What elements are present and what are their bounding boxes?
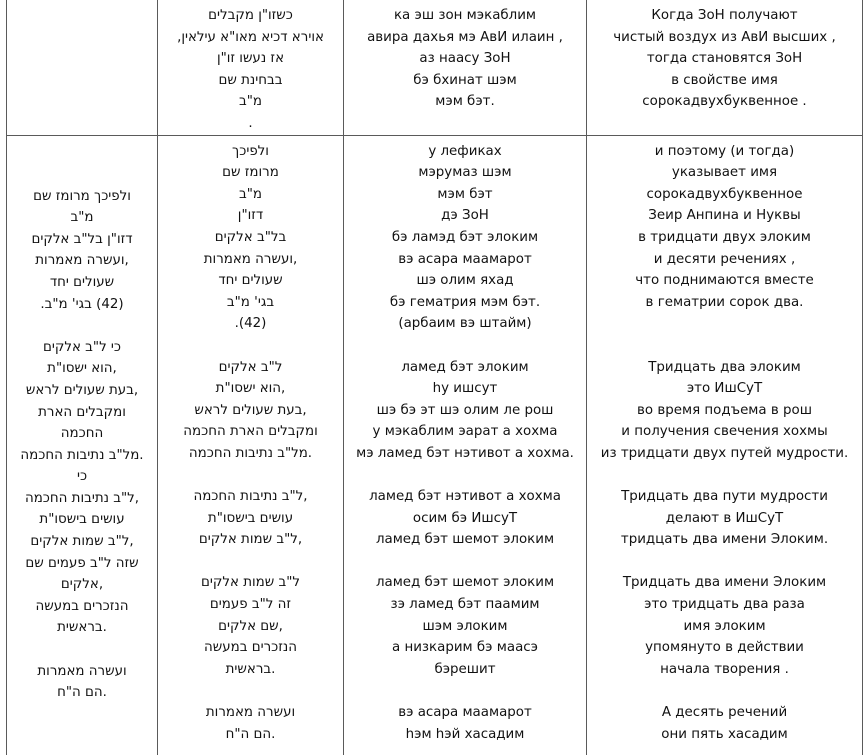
text-line (7, 639, 157, 661)
text-line (344, 335, 586, 357)
text-line: они пять хасадим (661, 726, 788, 742)
text-line: это тридцать два раза (644, 597, 805, 613)
text-line: у лефиках (428, 143, 502, 159)
text-line: и получения свечения хохмы (621, 424, 828, 440)
text-line: ,אלקים (60, 577, 104, 593)
text-line: ומקבלים הארת (38, 404, 126, 420)
text-line (587, 551, 862, 573)
text-line: ка эш зон мэкаблим (393, 8, 537, 23)
text-line: ל"ב שמות אלקים (201, 575, 300, 591)
text-line: ,ל"ב שמות אלקים (198, 532, 303, 548)
text-line (344, 680, 586, 702)
text-line: в свойстве имя (671, 72, 778, 88)
text-line: hэм hэй хасадим (405, 726, 525, 742)
text-line (587, 313, 862, 335)
text-line: כשזו"ן מקבלים (208, 8, 293, 23)
text-line: שעולים יחד (218, 273, 283, 289)
text-line: шэ бэ эт шэ олим ле рош (376, 402, 554, 418)
text-line (158, 335, 343, 357)
russian-translation-cell (587, 0, 863, 135)
text-line: авира дахья мэ АвИ илаин , (367, 29, 563, 45)
text-line: ל"ב אלקים (218, 359, 283, 375)
table-row (7, 135, 863, 755)
text-line: Тридцать два элоким (648, 359, 801, 375)
text-line: דזו"ן (237, 208, 264, 224)
text-line: זה ל"ב פעמים (209, 597, 292, 613)
text-line: вэ асара маамарот (398, 705, 532, 720)
hebrew-commentary-cell (7, 135, 158, 755)
text-line: А десять речений (661, 705, 788, 720)
text-line: ,בעת שעולים לראש (25, 382, 139, 398)
hebrew-source-cell (158, 0, 344, 135)
text-line: ולפיכך (232, 143, 269, 159)
text-line: сорокадвухбуквенное (646, 186, 803, 202)
text-line (158, 680, 343, 702)
text-line: בבחינת שם (218, 72, 283, 88)
text-line: ועשרה מאמרות (37, 663, 127, 679)
text-line: ,ועשרה מאמרות (203, 251, 298, 267)
text-line: בגי' מ"ב (226, 294, 275, 310)
text-line: .הם ה"ח (57, 685, 107, 701)
text-line: ,ועשרה מאמרות (35, 253, 129, 269)
text-line: ламед бэт нэтивот а хохма (369, 489, 561, 505)
text-line: Зеир Анпина и Нуквы (648, 208, 801, 224)
text-line: ,שם אלקים (218, 618, 283, 634)
text-line: הנזכרים במעשה (35, 598, 129, 614)
hebrew-commentary-cell (7, 0, 158, 135)
text-line: зэ ламед бэт паамим (390, 597, 540, 613)
translation-table (6, 0, 863, 755)
text-line: в гематрии сорок два. (645, 294, 804, 310)
text-line: שעולים יחד (49, 274, 115, 290)
text-line: Когда ЗоН получают (651, 8, 798, 23)
text-line: мэрумаз шэм (418, 165, 512, 181)
text-line: а низкарим бэ маасэ (392, 640, 538, 656)
text-line: аз наасу ЗоН (419, 51, 511, 67)
text-line: вэ асара маамарот (398, 251, 532, 267)
text-line: ламед бэт шемот элоким (375, 532, 555, 548)
text-line: ламед бэт элоким (401, 359, 529, 375)
text-line: бэ ламэд бэт элоким (391, 229, 539, 245)
text-line: מ"ב (239, 186, 262, 202)
text-line: עושים בישסו"ת (39, 512, 125, 528)
text-line: .בראשית (225, 661, 276, 677)
text-line: ,הוא ישסו"ת (215, 381, 286, 397)
text-line: что поднимаются вместе (635, 273, 814, 289)
text-line: в тридцати двух элоким (638, 229, 811, 245)
text-line (344, 551, 586, 573)
text-line: .בראשית (57, 620, 107, 636)
text-line: ומקבלים הארת החכמה (183, 424, 318, 440)
text-line: мэм бэт. (435, 94, 495, 110)
text-line: начала творения . (660, 661, 789, 677)
text-line: шэм элоким (422, 618, 508, 634)
text-line: אז נעשו זו"ן (216, 51, 285, 67)
text-line: החכמה (60, 426, 104, 442)
text-line: כי (76, 469, 88, 485)
text-line: и десяти речениях , (653, 251, 796, 267)
text-line: (арбаим вэ штайм) (398, 316, 532, 332)
text-line: указывает имя (671, 165, 778, 181)
text-line: мэ ламед бэт нэтивот а хохма. (356, 445, 574, 461)
text-line: אוירא דכיא מאו"א עילאין, (177, 29, 324, 45)
text-line: דזו"ן בל"ב אלקים (31, 231, 133, 247)
text-line: бэрешит (434, 661, 496, 677)
text-line (7, 315, 157, 337)
text-line: .הם ה"ח (225, 726, 276, 742)
text-line: ,ל"ב נתיבות החכמה (193, 489, 308, 505)
text-line: чистый воздух из АвИ высших , (613, 29, 836, 45)
text-line: מ"ב (239, 94, 262, 110)
text-line: имя элоким (683, 618, 766, 634)
text-line: бэ гематрия мэм бэт. (389, 294, 541, 310)
text-line: Тридцать два пути мудрости (621, 489, 828, 505)
text-line: ,בעת שעולים לראש (194, 402, 307, 418)
text-line: ולפיכך מרומז שם (33, 188, 131, 204)
text-line: . (248, 115, 253, 131)
text-line: Тридцать два имени Элоким (622, 575, 827, 591)
text-line: .מל"ב נתיבות החכמה (188, 445, 313, 461)
text-line (587, 464, 862, 486)
text-line: ועשרה מאמרות (205, 705, 296, 720)
text-line: מ"ב (70, 210, 94, 226)
text-line: כי ל"ב אלקים (42, 339, 122, 355)
text-line: הנזכרים במעשה (204, 640, 297, 656)
text-line: בל"ב אלקים (214, 229, 287, 245)
table-row (7, 0, 863, 135)
text-line: упомянуто в действии (645, 640, 804, 656)
text-line: делают в ИшСуТ (665, 510, 784, 526)
text-line: שזה ל"ב פעמים שם (25, 555, 139, 571)
transliteration-cell (344, 0, 587, 135)
text-line: дэ ЗоН (441, 208, 489, 224)
text-line: это ИшСуТ (686, 381, 763, 397)
text-line: мэм бэт (437, 186, 493, 202)
text-line: осим бэ ИшсуТ (412, 510, 518, 526)
text-line (587, 680, 862, 702)
transliteration-cell (344, 135, 587, 755)
text-line: бэ бхинат шэм (413, 72, 517, 88)
text-line: ,הוא ישסו"ת (47, 361, 117, 377)
text-line: ,ל"ב שמות אלקים (30, 534, 134, 550)
text-line: сорокадвухбуквенное . (642, 94, 807, 110)
text-line: מרומז שם (222, 165, 279, 181)
text-line (158, 551, 343, 573)
text-line: тридцать два имени Элоким. (620, 532, 829, 548)
russian-translation-cell (587, 135, 863, 755)
text-line (587, 335, 862, 357)
text-line: hу ишсут (432, 381, 498, 397)
text-line: во время подъема в рош (637, 402, 812, 418)
text-line: (42). (234, 316, 267, 332)
text-line: ламед бэт шемот элоким (375, 575, 555, 591)
text-line: עושים בישסו"ת (207, 510, 294, 526)
hebrew-source-cell (158, 135, 344, 755)
text-line (158, 464, 343, 486)
text-line: тогда становятся ЗоН (646, 51, 803, 67)
text-line (344, 464, 586, 486)
text-line: ,ל"ב נתיבות החכמה (24, 490, 140, 506)
text-line: шэ олим яхад (416, 273, 514, 289)
text-line: .מל"ב נתיבות החכמה (20, 447, 144, 463)
text-line: и поэтому (и тогда) (654, 143, 795, 159)
text-line: у мэкаблим эарат а хохма (372, 424, 558, 440)
text-line: (42) בגי' מ"ב. (40, 296, 124, 312)
text-line: из тридцати двух путей мудрости. (600, 445, 849, 461)
